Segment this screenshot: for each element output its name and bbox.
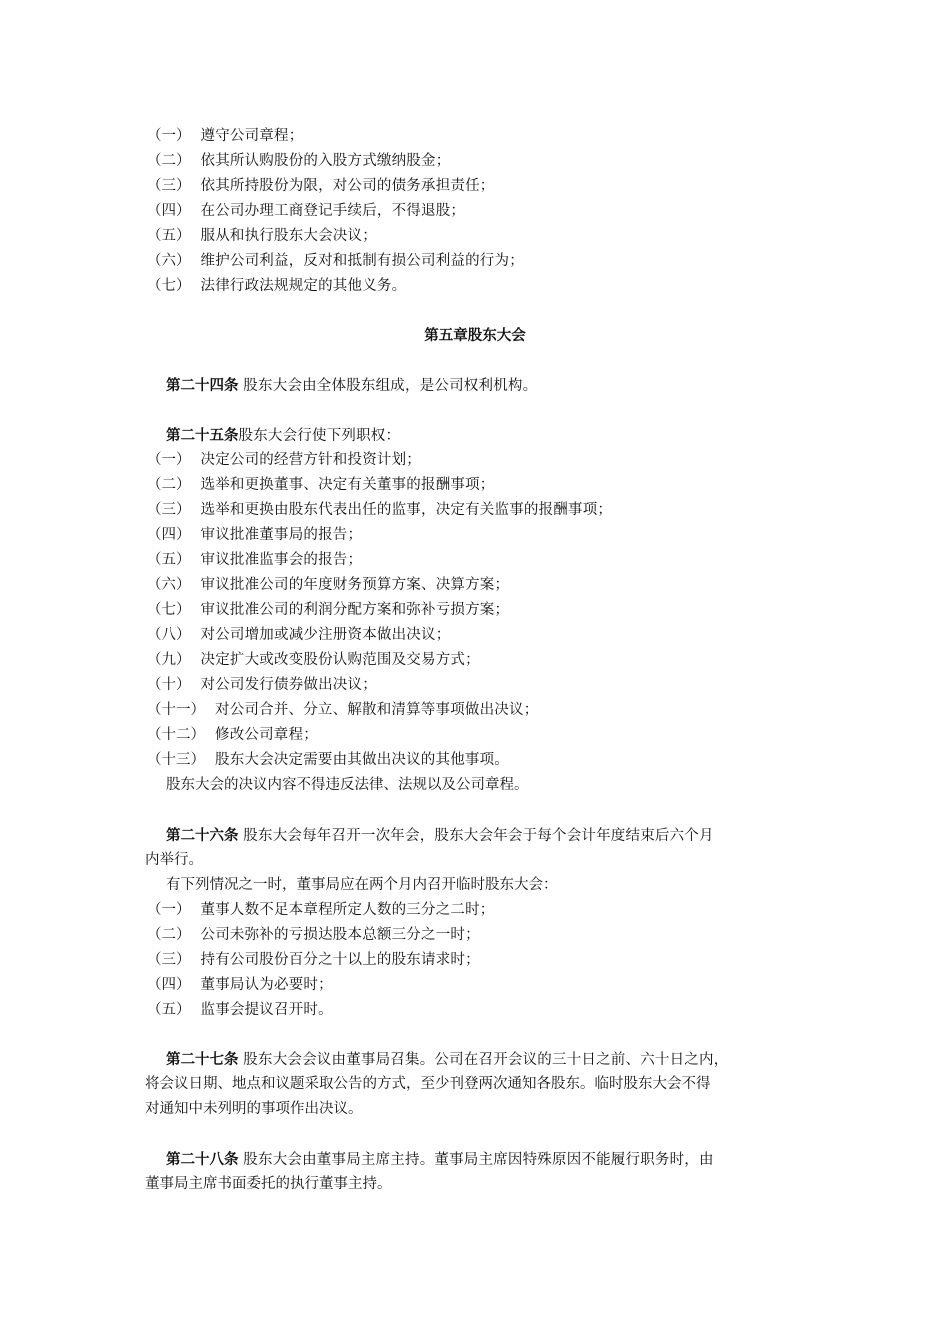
item-text: 董事局认为必要时； [200,977,333,993]
article-label: 第二十八条 [166,1151,239,1168]
article-28 [166,1147,714,1172]
item-text: 审议批准公司的利润分配方案和弥补亏损方案； [200,602,510,618]
power-item [147,498,612,523]
item-text: 在公司办理工商登记手续后，不得退股； [200,203,466,219]
item-label: （五） [147,552,191,568]
item-text: 服从和执行股东大会决议； [200,228,377,244]
article-label: 第二十四条 [166,377,239,394]
item-text: 依其所认购股份的入股方式缴纳股金； [200,153,451,169]
item-label: （二） [147,477,191,493]
power-item [147,598,509,623]
obligation-item [147,124,303,149]
item-label: （七） [147,602,191,618]
item-text: 选举和更换董事、决定有关董事的报酬事项； [200,477,495,493]
extraordinary-item [147,923,480,948]
power-item [147,473,495,498]
item-label: （八） [147,627,191,643]
item-text: 依其所持股份为限，对公司的债务承担责任； [200,178,495,194]
item-label: （五） [147,1002,191,1018]
article-label: 第二十五条 [166,427,239,444]
power-item [147,748,509,773]
obligation-item [147,274,406,299]
item-text: 公司未弥补的亏损达股本总额三分之一时； [200,927,480,943]
item-label: （三） [147,952,191,968]
obligation-item [147,149,450,174]
item-text: 法律行政法规规定的其他义务。 [200,278,407,294]
item-label: （十） [147,677,191,693]
chapter-title: 第五章股东大会 [424,327,526,344]
powers-note: 股东大会的决议内容不得违反法律、法规以及公司章程。 [166,777,529,793]
item-text: 审议批准董事局的报告； [200,527,363,543]
item-text: 股东大会决定需要由其做出决议的其他事项。 [215,752,509,768]
article-26-continuation: 内举行。 [145,852,203,868]
power-item [147,648,480,673]
power-item [147,673,377,698]
article-26 [166,823,714,848]
item-label: （十一） [147,702,205,718]
article-text: 股东大会由全体股东组成，是公司权利机构。 [238,378,538,394]
item-text: 决定公司的经营方针和投资计划； [200,452,421,468]
item-text: 遵守公司章程； [200,128,304,144]
article-text: 股东大会由董事局主席主持。董事局主席因特殊原因不能履行职务时，由 [238,1152,714,1168]
item-text: 审议批准监事会的报告； [200,552,363,568]
item-text: 选举和更换由股东代表出任的监事，决定有关监事的报酬事项； [200,502,613,518]
power-item [147,448,421,473]
article-label: 第二十六条 [166,827,239,844]
item-text: 持有公司股份百分之十以上的股东请求时； [200,952,480,968]
article-25 [166,423,400,448]
item-text: 监事会提议召开时。 [200,1002,333,1018]
item-label: （四） [147,527,191,543]
item-text: 维护公司利益，反对和抵制有损公司利益的行为； [200,253,524,269]
item-label: （一） [147,128,191,144]
power-item [147,548,362,573]
power-item [147,698,538,723]
article-28-continuation: 董事局主席书面委托的执行董事主持。 [145,1176,392,1192]
extraordinary-item [147,898,495,923]
item-label: （一） [147,452,191,468]
item-text: 对公司增加或减少注册资本做出决议； [200,627,451,643]
extraordinary-item [147,973,333,998]
article-27-continuation: 对通知中未列明的事项作出决议。 [145,1101,363,1117]
item-label: （六） [147,253,191,269]
item-label: （九） [147,652,191,668]
article-text: 股东大会会议由董事局召集。公司在召开会议的三十日之前、六十日之内， [238,1052,729,1068]
power-item [147,573,509,598]
extraordinary-item [147,948,480,973]
item-label: （四） [147,977,191,993]
obligation-item [147,224,377,249]
item-label: （一） [147,902,191,918]
item-label: （十三） [147,752,205,768]
article-27-continuation: 将会议日期、地点和议题采取公告的方式，至少刊登两次通知各股东。临时股东大会不得 [145,1076,711,1092]
obligation-item [147,174,495,199]
power-item [147,623,450,648]
item-label: （三） [147,502,191,518]
article-26-paragraph: 有下列情况之一时，董事局应在两个月内召开临时股东大会： [166,877,558,893]
power-item [147,523,362,548]
item-label: （十二） [147,727,205,743]
obligation-item [147,199,465,224]
item-label: （三） [147,178,191,194]
item-label: （七） [147,278,191,294]
item-text: 董事人数不足本章程所定人数的三分之二时； [200,902,495,918]
item-text: 修改公司章程； [215,727,318,743]
article-text: 股东大会每年召开一次年会，股东大会年会于每个会计年度结束后六个月 [238,828,714,844]
item-label: （五） [147,228,191,244]
article-text: 股东大会行使下列职权： [238,428,401,444]
item-label: （四） [147,203,191,219]
obligation-item [147,249,524,274]
item-text: 审议批准公司的年度财务预算方案、决算方案； [200,577,510,593]
item-label: （六） [147,577,191,593]
item-label: （二） [147,153,191,169]
power-item [147,723,318,748]
article-label: 第二十七条 [166,1051,239,1068]
item-text: 对公司合并、分立、解散和清算等事项做出决议； [215,702,539,718]
item-label: （二） [147,927,191,943]
article-27 [166,1047,728,1072]
item-text: 决定扩大或改变股份认购范围及交易方式； [200,652,480,668]
item-text: 对公司发行债券做出决议； [200,677,377,693]
article-24 [166,373,537,398]
extraordinary-item [147,998,333,1023]
